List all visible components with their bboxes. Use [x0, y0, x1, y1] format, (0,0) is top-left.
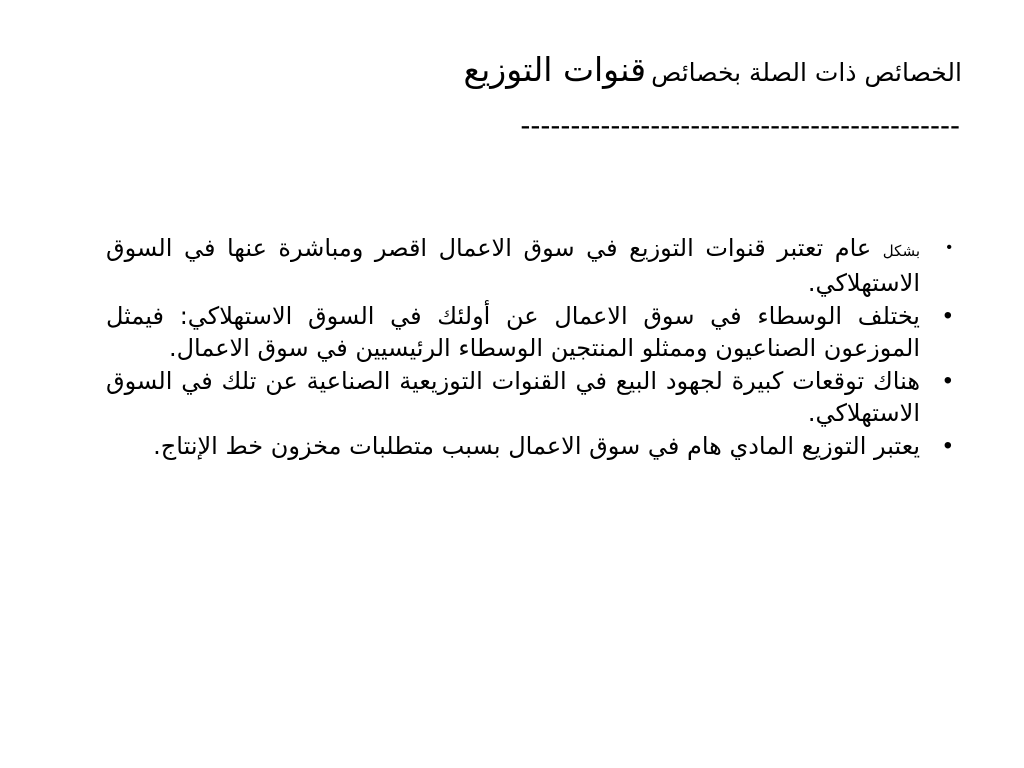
- bullet-dot: •: [943, 432, 952, 459]
- bullet-dot: •: [943, 367, 952, 394]
- bullet-text: هناك توقعات كبيرة لجهود البيع في القنوات التوزيعية الصناعية عن تلك في السوق الاستهلاكي.: [106, 367, 920, 427]
- bullet-list: [106, 232, 952, 463]
- bullet-lead-text: بشكل: [882, 242, 920, 260]
- title-dash-divider: --------------------------------------------: [520, 109, 960, 142]
- bullet-text: يختلف الوسطاء في سوق الاعمال عن أولئك في السوق الاستهلاكي: فيمثل الموزعون الصناعيون وممثلو المنتجين الوسطاء الرئيسيين في سوق الاعمال.: [106, 302, 920, 362]
- bullet-text: عام تعتبر قنوات التوزيع في سوق الاعمال اقصر ومباشرة عنها في السوق الاستهلاكي.: [106, 234, 920, 297]
- bullet-item: [106, 365, 952, 429]
- slide-title: [62, 48, 962, 98]
- bullet-item: [106, 300, 952, 364]
- bullet-text: يعتبر التوزيع المادي هام في سوق الاعمال بسبب متطلبات مخزون خط الإنتاج.: [153, 432, 920, 460]
- bullet-dot: •: [943, 302, 952, 329]
- bullet-item: [106, 430, 952, 462]
- slide-title-lead: الخصائص ذات الصلة بخصائص: [651, 58, 962, 87]
- bullet-item: [106, 232, 952, 299]
- bullet-dot: •: [946, 239, 952, 256]
- slide-title-main: قنوات التوزيع: [463, 50, 646, 89]
